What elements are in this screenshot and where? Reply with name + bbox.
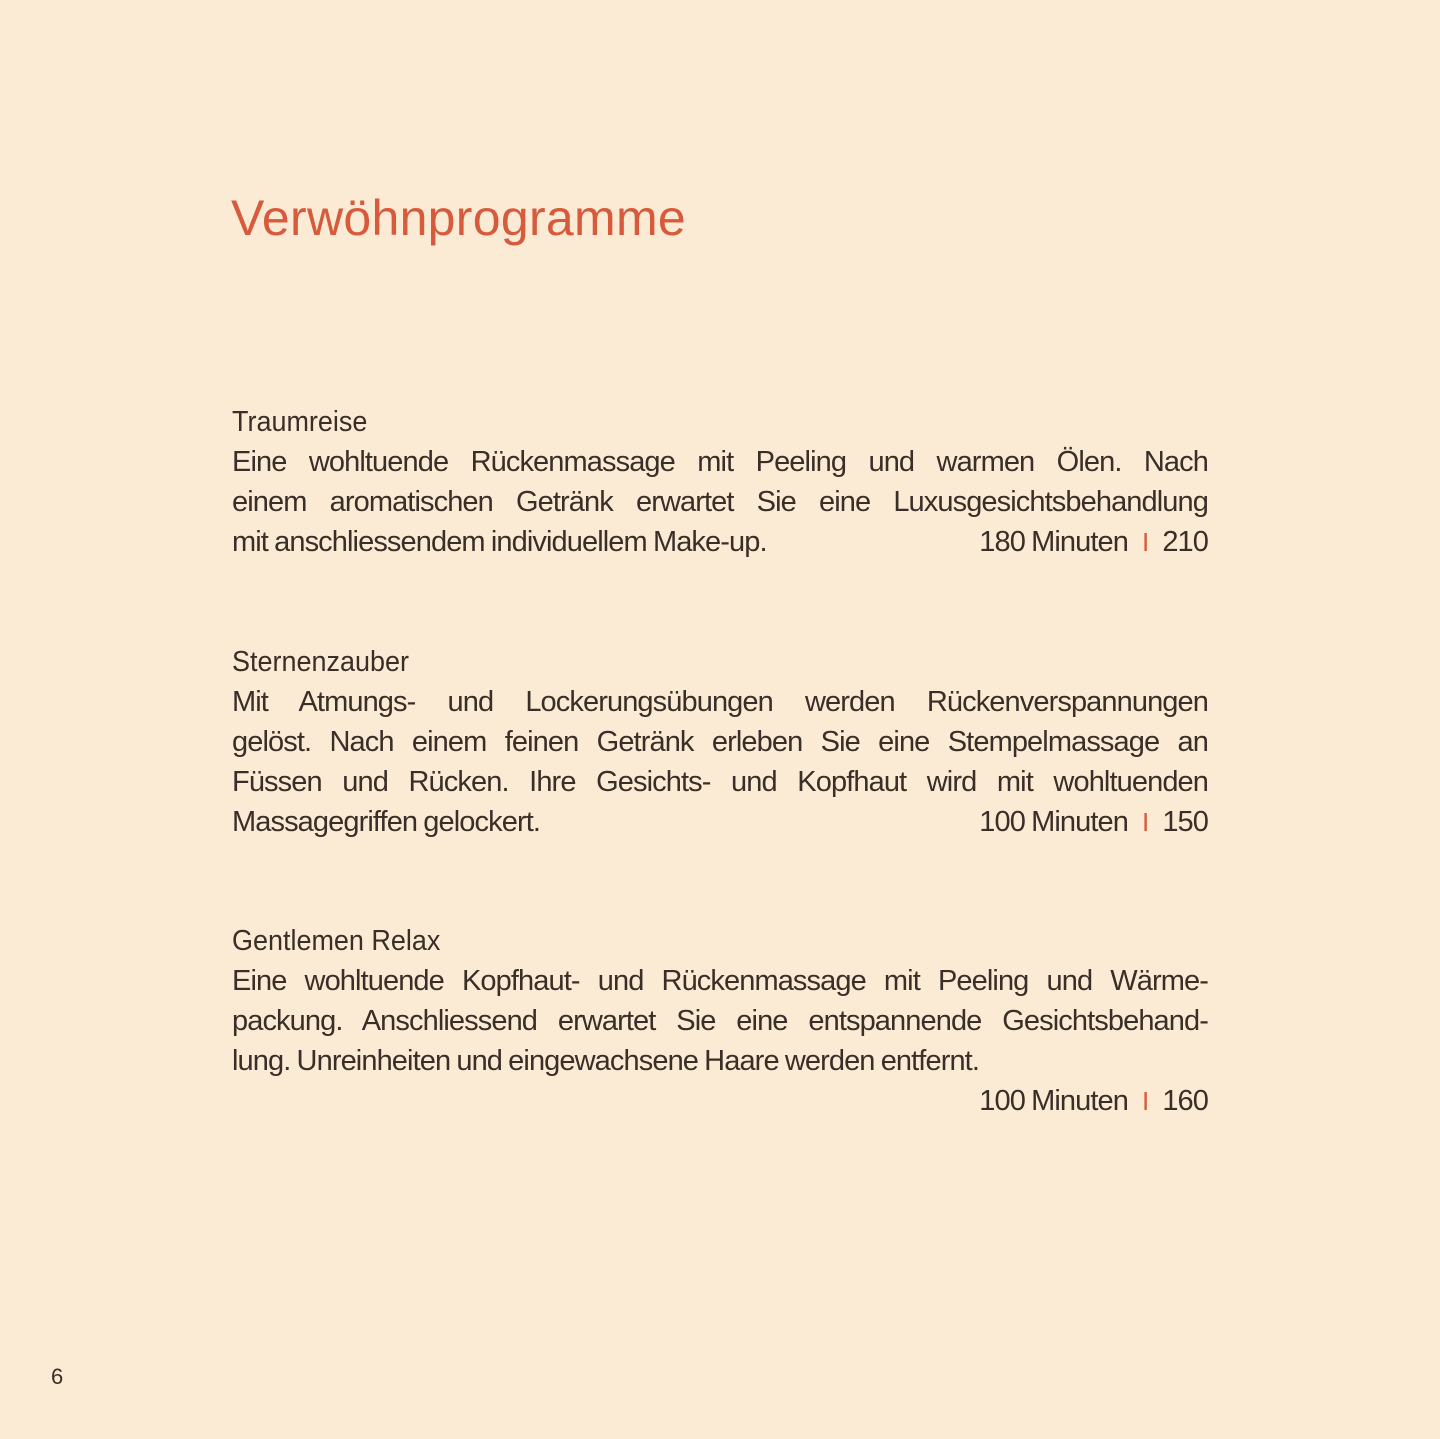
- program-meta: [979, 802, 1208, 842]
- description-line: [232, 802, 1208, 842]
- description-line: [232, 722, 1208, 762]
- description-text: Eine wohltuende Kopfhaut- und Rückenmassage mit Peeling und Wärme-: [232, 965, 1208, 997]
- separator: I: [1141, 807, 1149, 837]
- description-text: Mit Atmungs- und Lockerungsübungen werden Rückenverspannungen: [232, 686, 1208, 718]
- program-meta: [979, 522, 1208, 562]
- description-line: [232, 1081, 1208, 1121]
- description-line: [232, 961, 1208, 1001]
- description-text: packung. Anschliessend erwartet Sie eine entspannende Gesichtsbehand-: [232, 1005, 1208, 1037]
- price: 210: [1162, 526, 1208, 558]
- duration: 100 Minuten: [979, 1085, 1128, 1117]
- description-line: [232, 1041, 1208, 1081]
- description-text: Eine wohltuende Rückenmassage mit Peeling und warmen Ölen. Nach: [232, 446, 1208, 478]
- description-line: [232, 682, 1208, 722]
- description-text: gelöst. Nach einem feinen Getränk erleben Sie eine Stempelmassage an: [232, 726, 1208, 758]
- description-text: Füssen und Rücken. Ihre Gesichts- und Kopfhaut wird mit wohltuenden: [232, 766, 1208, 798]
- description-line: [232, 482, 1208, 522]
- duration: 180 Minuten: [979, 526, 1128, 558]
- program-name: Traumreise: [232, 406, 368, 438]
- description-line: [232, 1001, 1208, 1041]
- description-line: [232, 442, 1208, 482]
- description-line: [232, 762, 1208, 802]
- duration: 100 Minuten: [979, 806, 1128, 838]
- program-traumreise: [232, 402, 1208, 562]
- program-meta: [979, 1081, 1208, 1121]
- description-text: mit anschliessendem individuellem Make-up.: [232, 526, 767, 558]
- program-name: Gentlemen Relax: [232, 925, 441, 957]
- page-title: Verwöhnprogramme: [231, 190, 687, 246]
- description-line: [232, 522, 1208, 562]
- program-sternenzauber: [232, 642, 1208, 842]
- page-number: 6: [51, 1364, 64, 1389]
- price: 150: [1162, 806, 1208, 838]
- description-text: einem aromatischen Getränk erwartet Sie eine Luxusgesichtsbehandlung: [232, 486, 1208, 518]
- program-gentlemen-relax: [232, 921, 1208, 1121]
- description-text: Massagegriffen gelockert.: [232, 806, 541, 838]
- separator: I: [1141, 527, 1149, 557]
- description-text: lung. Unreinheiten und eingewachsene Haare werden entfernt.: [232, 1045, 979, 1077]
- program-name: Sternenzauber: [232, 646, 409, 678]
- separator: I: [1141, 1086, 1149, 1116]
- price: 160: [1162, 1085, 1208, 1117]
